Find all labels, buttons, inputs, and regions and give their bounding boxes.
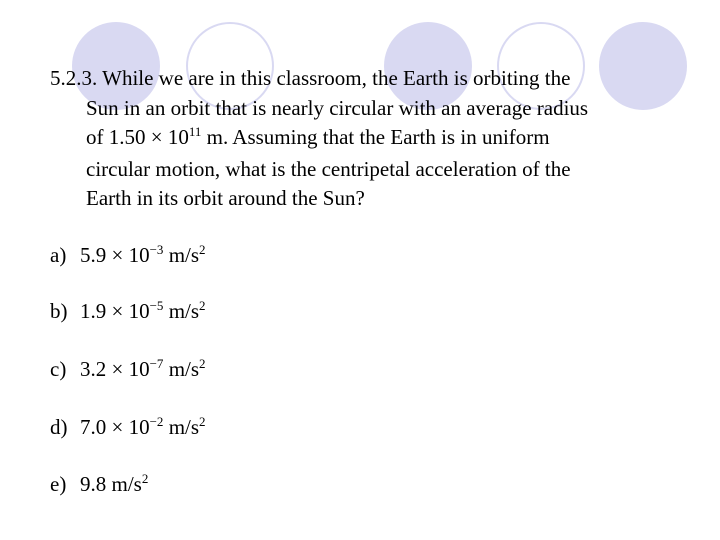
question-line-3-start: of 1.50 × 10 [86,125,189,149]
question-line-5: Earth in its orbit around the Sun? [86,186,365,210]
answer-unit-exponent: 2 [141,471,149,486]
answer-letter: a) [50,243,67,267]
question-line-3-end: m. Assuming that the Earth is in uniform [201,125,550,149]
question-text [50,64,670,214]
answer-mantissa: 5.9 × 10 [80,243,150,267]
answer-unit-exponent: 2 [199,414,206,429]
answer-mantissa: 9.8 [80,472,107,496]
radius-exponent: 11 [188,124,202,139]
answer-exponent: −7 [149,356,164,371]
answer-option-c[interactable] [50,356,206,385]
answer-unit: m/s [163,299,200,323]
answer-exponent: −2 [149,414,164,429]
answer-unit-exponent: 2 [199,356,206,371]
answer-unit: m/s [163,243,200,267]
answer-unit: m/s [163,357,200,381]
question-line-3 [50,123,670,155]
answer-letter: e) [50,472,67,496]
question-line-4: circular motion, what is the centripetal acceleration of the [86,156,571,181]
answer-letter: b) [50,299,68,323]
answer-mantissa: 7.0 × 10 [80,415,150,439]
answer-mantissa: 3.2 × 10 [80,357,150,381]
answer-mantissa: 1.9 × 10 [80,299,150,323]
answer-letter: c) [50,357,67,381]
answer-exponent: −5 [149,298,164,313]
question-line-2: Sun in an orbit that is nearly circular with an average radius [86,95,589,120]
answer-exponent: −3 [149,242,164,257]
answer-option-a[interactable] [50,242,206,271]
answer-letter: d) [50,415,68,439]
answer-unit: m/s [106,472,142,496]
answer-option-e[interactable] [50,471,148,500]
answer-option-b[interactable] [50,298,206,327]
answer-unit-exponent: 2 [199,242,206,257]
answer-unit: m/s [163,415,200,439]
question-line-1: 5.2.3. While we are in this classroom, the Earth is orbiting the [50,66,571,90]
answer-unit-exponent: 2 [199,298,206,313]
answer-option-d[interactable] [50,414,206,443]
